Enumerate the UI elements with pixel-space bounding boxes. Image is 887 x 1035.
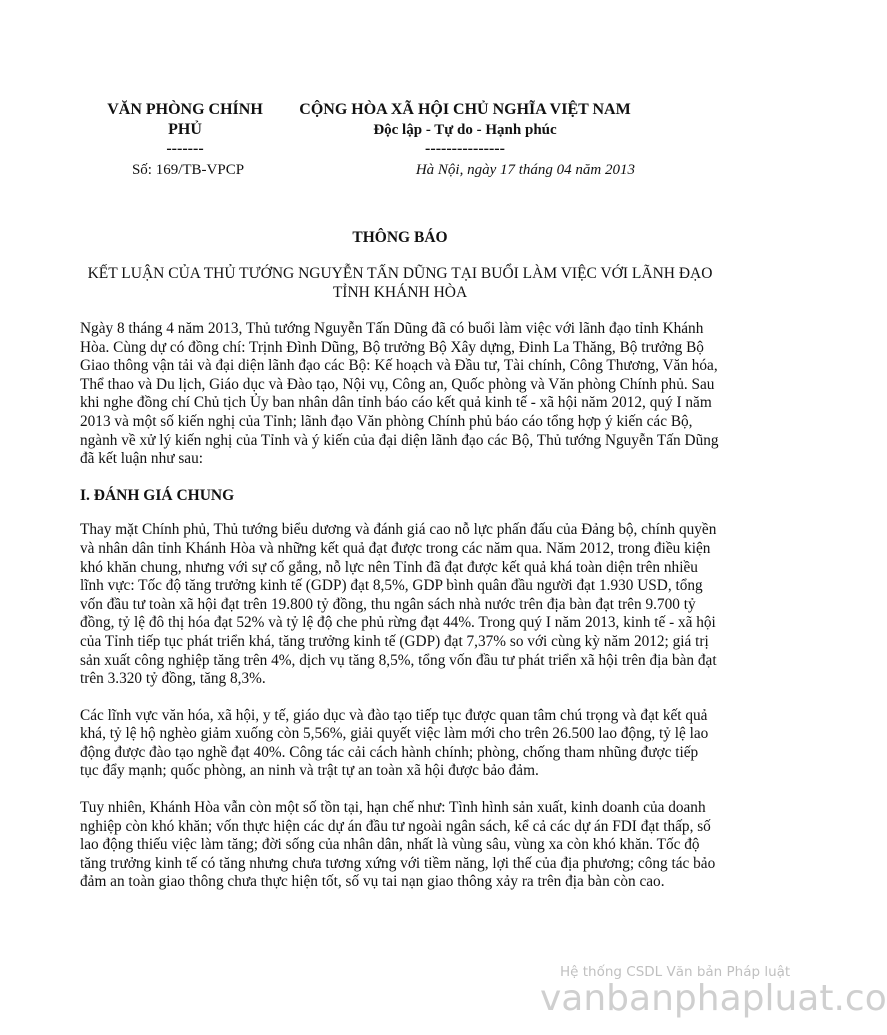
document-date: Hà Nội, ngày 17 tháng 04 năm 2013 [415, 162, 635, 178]
body-paragraph: Các lĩnh vực văn hóa, xã hội, y tế, giáo dục và đào tạo tiếp tục được quan tâm chú trọng và đạt kết quả khá, tỷ lệ hộ nghèo giảm xuống còn 5,56%, giải quyết việc làm mới cho trên 26.500 lao động, tỷ lệ lao động được đào tạo nghề đạt 40%. Công tác cải cách hành chính; phòng, chống tham nhũng được tiếp tục đẩy mạnh; quốc phòng, an ninh và trật tự an toàn xã hội được bảo đảm. [80, 706, 709, 780]
watermark-site: vanbanphapluat.co [540, 978, 887, 1019]
agency-divider: ------- [166, 140, 204, 157]
issuing-agency [100, 100, 270, 158]
document-title: THÔNG BÁO [352, 229, 448, 246]
body-paragraph: Thay mặt Chính phủ, Thủ tướng biểu dương và đánh giá cao nỗ lực phấn đấu của Đảng bộ, chính quyền và nhân dân tỉnh Khánh Hòa và những kết quả đạt được trong các năm qua. Năm 2012, trong điều kiện khó khăn chung, nhưng với sự cố gắng, nỗ lực nên Tỉnh đã đạt được kết quả khá toàn diện trên nhiều lĩnh vực: Tốc độ tăng trưởng kinh tế (GDP) đạt 8,5%, GDP bình quân đầu người đạt 1.930 USD, tổng vốn đầu tư toàn xã hội đạt trên 19.800 tỷ đồng, thu ngân sách nhà nước trên địa bàn đạt trên 9.700 tỷ đồng, tỷ lệ đô thị hóa đạt 52% và tỷ lệ độ che phủ rừng đạt 44%. Trong quý I năm 2013, kinh tế - xã hội của Tỉnh tiếp tục phát triển khá, tăng trưởng kinh tế (GDP) đạt 7,37% so với cùng kỳ năm 2012; giá trị sản xuất công nghiệp tăng trên 4%, dịch vụ tăng 8,5%, tổng vốn đầu tư phát triển xã hội trên địa bàn đạt trên 3.320 tỷ đồng, tăng 8,3%. [80, 521, 717, 688]
document-body [80, 320, 720, 910]
country-name: CỘNG HÒA XÃ HỘI CHỦ NGHĨA VIỆT NAM [299, 101, 631, 118]
document-number: Số: 169/TB-VPCP [131, 162, 245, 178]
document-subtitle: KẾT LUẬN CỦA THỦ TƯỚNG NGUYỄN TẤN DŨNG TẠI BUỔI LÀM VIỆC VỚI LÃNH ĐẠO TỈNH KHÁNH HÒA [87, 265, 713, 301]
body-paragraph: Tuy nhiên, Khánh Hòa vẫn còn một số tồn tại, hạn chế như: Tình hình sản xuất, kinh doanh của doanh nghiệp còn khó khăn; vốn thực hiện các dự án đầu tư ngoài ngân sách, kể cả các dự án FDI đạt thấp, số lao động thiếu việc làm tăng; đời sống của nhân dân, nhất là vùng sâu, vùng xa còn khó khăn. Tốc độ tăng trưởng kinh tế có tăng nhưng chưa tương xứng với tiềm năng, lợi thế của địa phương; công tác bảo đảm an toàn giao thông chưa thực hiện tốt, số vụ tai nạn giao thông xảy ra trên địa bàn còn cao. [80, 799, 716, 891]
motto-divider: --------------- [425, 140, 505, 157]
intro-paragraph: Ngày 8 tháng 4 năm 2013, Thủ tướng Nguyễn Tấn Dũng đã có buổi làm việc với lãnh đạo tỉnh Khánh Hòa. Cùng dự có đồng chí: Trịnh Đình Dũng, Bộ trưởng Bộ Xây dựng, Đinh La Thăng, Bộ trưởng Bộ Giao thông vận tải và đại diện lãnh đạo các Bộ: Kế hoạch và Đầu tư, Tài chính, Công Thương, Văn hóa, Thể thao và Du lịch, Giáo dục và Đào tạo, Nội vụ, Công an, Quốc phòng và Văn phòng Chính phủ. Sau khi nghe đồng chí Chủ tịch Ủy ban nhân dân tỉnh báo cáo kết quả kinh tế - xã hội năm 2012, quý I năm 2013 và một số kiến nghị của Tỉnh; lãnh đạo Văn phòng Chính phủ báo cáo tổng hợp ý kiến các Bộ, ngành về xử lý kiến nghị của Tỉnh và ý kiến của đại diện lãnh đạo các Bộ, Thủ tướng Nguyễn Tấn Dũng đã kết luận như sau: [80, 320, 719, 468]
watermark-caption: Hệ thống CSDL Văn bản Pháp luật [560, 964, 791, 980]
national-motto: Độc lập - Tự do - Hạnh phúc [373, 122, 557, 138]
section-heading: I. ĐÁNH GIÁ CHUNG [80, 486, 235, 504]
national-header [290, 100, 640, 158]
agency-name: VĂN PHÒNG CHÍNH PHỦ [107, 101, 263, 138]
